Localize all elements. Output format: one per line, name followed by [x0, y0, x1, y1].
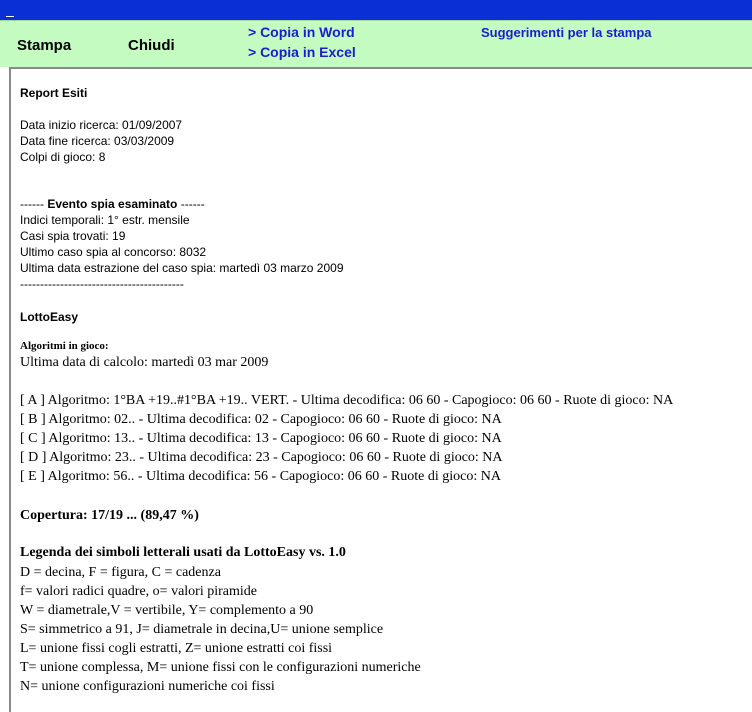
- legend-title: Legenda dei simboli letterali usati da LottoEasy vs. 1.0: [20, 545, 346, 560]
- window-title-strip: [0, 0, 752, 20]
- shots-count: Colpi di gioco: 8: [20, 150, 106, 164]
- copy-excel-link[interactable]: > Copia in Excel: [248, 44, 356, 60]
- copy-word-link[interactable]: > Copia in Word: [248, 24, 355, 40]
- legend-item: D = decina, F = figura, C = cadenza: [20, 565, 221, 580]
- report-title: Report Esiti: [20, 86, 88, 100]
- legend-item: S= simmetrico a 91, J= diametrale in decina,U= unione semplice: [20, 622, 384, 637]
- calc-date: Ultima data di calcolo: martedì 03 mar 2009: [20, 355, 269, 370]
- spy-header-title: Evento spia esaminato: [47, 197, 178, 211]
- last-extraction-date: Ultima data estrazione del caso spia: martedì 03 marzo 2009: [20, 261, 344, 275]
- end-date: Data fine ricerca: 03/03/2009: [20, 134, 175, 148]
- legend-item: W = diametrale,V = vertibile, Y= complemento a 90: [20, 603, 314, 618]
- legend-item: N= unione configurazioni numeriche coi fissi: [20, 679, 275, 694]
- algorithm-row: [ E ] Algoritmo: 56.. - Ultima decodifica: 56 - Capogioco: 06 60 - Ruote di gioco: NA: [20, 469, 501, 484]
- algorithm-row: [ B ] Algoritmo: 02.. - Ultima decodifica: 02 - Capogioco: 06 60 - Ruote di gioco: NA: [20, 412, 502, 427]
- spy-header-suffix: ------: [180, 197, 205, 211]
- legend-item: f= valori radici quadre, o= valori piramide: [20, 584, 257, 599]
- algorithms-label: Algoritmi in gioco:: [20, 340, 109, 352]
- close-button[interactable]: Chiudi: [128, 37, 175, 54]
- start-date: Data inizio ricerca: 01/09/2007: [20, 118, 183, 132]
- algorithm-row: [ A ] Algoritmo: 1°BA +19..#1°BA +19.. VERT. - Ultima decodifica: 06 60 - Capogioco: 06 60 - Ruote di gioco: NA: [20, 393, 674, 408]
- algorithm-row: [ D ] Algoritmo: 23.. - Ultima decodifica: 23 - Capogioco: 06 60 - Ruote di gioco: NA: [20, 450, 503, 465]
- time-indices: Indici temporali: 1° estr. mensile: [20, 213, 190, 227]
- last-spy-case: Ultimo caso spia al concorso: 8032: [20, 245, 207, 259]
- lottoeasy-title: LottoEasy: [20, 310, 79, 324]
- spy-header-prefix: ------: [20, 197, 44, 211]
- toolbar: [0, 20, 752, 67]
- spy-event-header: [20, 197, 205, 211]
- separator-line: -----------------------------------------: [20, 277, 184, 291]
- minimize-mark: [6, 16, 14, 17]
- print-button[interactable]: Stampa: [17, 37, 72, 54]
- coverage: Copertura: 17/19 ... (89,47 %): [20, 508, 199, 523]
- print-tips-link[interactable]: Suggerimenti per la stampa: [481, 25, 652, 40]
- algorithm-row: [ C ] Algoritmo: 13.. - Ultima decodifica: 13 - Capogioco: 06 60 - Ruote di gioco: NA: [20, 431, 502, 446]
- spy-cases: Casi spia trovati: 19: [20, 229, 126, 243]
- legend-item: T= unione complessa, M= unione fissi con le configurazioni numeriche: [20, 660, 421, 675]
- legend-item: L= unione fissi cogli estratti, Z= unione estratti coi fissi: [20, 641, 333, 656]
